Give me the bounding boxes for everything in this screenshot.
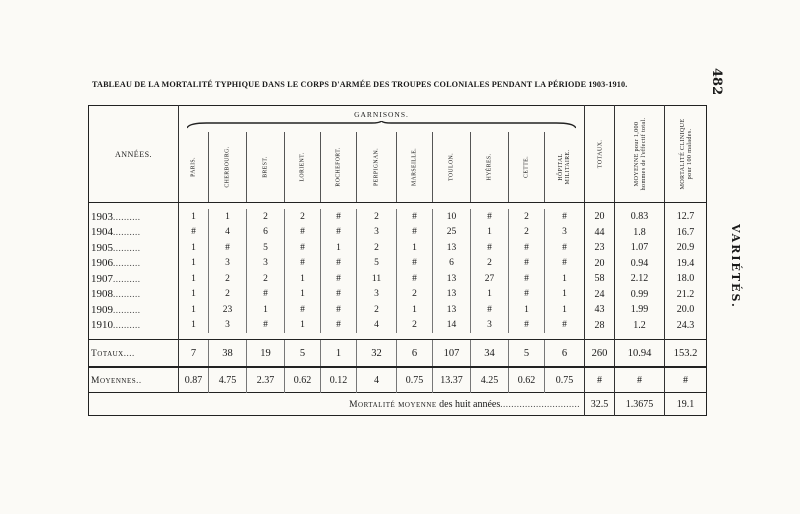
- total-cell: 24: [585, 287, 615, 303]
- mortality-table: [88, 105, 707, 416]
- garrison-cell: 23: [209, 302, 247, 318]
- garrison-cell: 4: [209, 225, 247, 241]
- totaux-cell: 6: [397, 340, 433, 368]
- garrison-cell: 2: [471, 256, 509, 272]
- moyenne-cell: 0.94: [615, 256, 665, 272]
- garrison-cell: #: [397, 256, 433, 272]
- clinique-cell: 20.9: [665, 240, 707, 256]
- table-row: [89, 287, 707, 303]
- table-title: TABLEAU DE LA MORTALITÉ TYPHIQUE DANS LE CORPS D'ARMÉE DES TROUPES COLONIALES PENDANT LA PÉRIODE 1903-1910.: [92, 80, 628, 89]
- garrison-cell: #: [545, 256, 585, 272]
- totaux-cell: 34: [471, 340, 509, 368]
- table-row: [89, 271, 707, 287]
- garrison-cell: #: [509, 287, 545, 303]
- garrison-cell: 13: [433, 287, 471, 303]
- totaux-label: Totaux....: [89, 340, 179, 368]
- table-row: [89, 302, 707, 318]
- garrison-cell: 1: [545, 287, 585, 303]
- total-cell: 44: [585, 225, 615, 241]
- running-head: VARIÉTÉS.: [729, 224, 742, 309]
- garrison-cell: 2: [357, 209, 397, 225]
- moyennes-total: #: [585, 367, 615, 393]
- totaux-cell: 19: [247, 340, 285, 368]
- garrison-cell: #: [471, 240, 509, 256]
- garrison-cell: 1: [179, 287, 209, 303]
- clinique-cell: 24.3: [665, 318, 707, 334]
- header-totaux: TOTAUX.: [585, 106, 615, 203]
- garrison-cell: 3: [545, 225, 585, 241]
- clinique-cell: 16.7: [665, 225, 707, 241]
- header-moyenne: MOYENNE pour 1,000 hommes de l'effectif total.: [615, 106, 665, 203]
- garrison-cell: #: [285, 225, 321, 241]
- garrison-cell: #: [209, 240, 247, 256]
- clinique-cell: 19.4: [665, 256, 707, 272]
- garrison-cell: 1: [471, 287, 509, 303]
- garrison-cell: #: [509, 256, 545, 272]
- garrison-cell: 1: [545, 271, 585, 287]
- garrison-cell: 13: [433, 271, 471, 287]
- garrison-cell: 1: [545, 302, 585, 318]
- garrison-cell: 6: [433, 256, 471, 272]
- garrison-cell: 2: [285, 209, 321, 225]
- header-years: ANNÉES.: [89, 106, 179, 203]
- header-garrison: BREST.: [247, 132, 285, 203]
- garrison-cell: 2: [357, 302, 397, 318]
- total-cell: 20: [585, 209, 615, 225]
- garrison-cell: #: [397, 271, 433, 287]
- header-garrison: PARIS.: [179, 132, 209, 203]
- moyennes-cell: 0.62: [509, 367, 545, 393]
- totaux-cell: 7: [179, 340, 209, 368]
- total-cell: 43: [585, 302, 615, 318]
- moyennes-cell: 4.25: [471, 367, 509, 393]
- totaux-cell: 6: [545, 340, 585, 368]
- garrison-cell: #: [321, 302, 357, 318]
- table-row: [89, 225, 707, 241]
- brace-icon: [187, 121, 576, 129]
- table-row: [89, 240, 707, 256]
- total-cell: 23: [585, 240, 615, 256]
- garrison-cell: 1: [179, 318, 209, 334]
- garrison-cell: 1: [179, 209, 209, 225]
- garrison-cell: #: [179, 225, 209, 241]
- totaux-cell: 38: [209, 340, 247, 368]
- garrison-cell: 5: [357, 256, 397, 272]
- clinique-cell: 21.2: [665, 287, 707, 303]
- table-row: [89, 256, 707, 272]
- garrison-cell: #: [471, 209, 509, 225]
- garrison-cell: 1: [471, 225, 509, 241]
- final-moyenne: 1.3675: [615, 393, 665, 416]
- year-cell: 1904..........: [89, 225, 179, 241]
- garrison-cell: 2: [209, 271, 247, 287]
- totaux-row: [89, 340, 707, 368]
- moyennes-cell: 4.75: [209, 367, 247, 393]
- totaux-total: 260: [585, 340, 615, 368]
- garrison-cell: #: [285, 240, 321, 256]
- total-cell: 58: [585, 271, 615, 287]
- garrison-cell: 2: [509, 209, 545, 225]
- garrison-cell: #: [321, 287, 357, 303]
- totaux-cell: 1: [321, 340, 357, 368]
- garrison-cell: 13: [433, 240, 471, 256]
- garrison-cell: #: [247, 318, 285, 334]
- totaux-cell: 32: [357, 340, 397, 368]
- totaux-cell: 5: [285, 340, 321, 368]
- year-cell: 1907..........: [89, 271, 179, 287]
- garrison-cell: 1: [179, 302, 209, 318]
- garrison-cell: 3: [357, 225, 397, 241]
- year-cell: 1903..........: [89, 209, 179, 225]
- totaux-cell: 5: [509, 340, 545, 368]
- garrison-cell: 1: [209, 209, 247, 225]
- table-row: [89, 318, 707, 334]
- header-garrison: CHERBOURG.: [209, 132, 247, 203]
- garrison-cell: 2: [397, 287, 433, 303]
- header-garrison: LORIENT.: [285, 132, 321, 203]
- garrison-cell: #: [397, 209, 433, 225]
- header-clinique: MORTALITÉ CLINIQUE pour 100 malades.: [665, 106, 707, 203]
- moyenne-cell: 1.99: [615, 302, 665, 318]
- garrison-cell: 2: [509, 225, 545, 241]
- moyenne-cell: 1.07: [615, 240, 665, 256]
- clinique-cell: 20.0: [665, 302, 707, 318]
- garrison-cell: 1: [285, 271, 321, 287]
- moyennes-clinique: #: [665, 367, 707, 393]
- clinique-cell: 18.0: [665, 271, 707, 287]
- moyennes-cell: 2.37: [247, 367, 285, 393]
- header-garnisons: [179, 106, 585, 133]
- garrison-cell: 10: [433, 209, 471, 225]
- garrison-cell: 3: [471, 318, 509, 334]
- moyenne-cell: 1.2: [615, 318, 665, 334]
- garrison-cell: 1: [285, 287, 321, 303]
- mortalite-moyenne-label: Mortalité moyenne des huit années.............................: [89, 393, 585, 416]
- total-cell: 28: [585, 318, 615, 334]
- garrison-cell: #: [545, 318, 585, 334]
- garrison-cell: #: [321, 318, 357, 334]
- moyennes-cell: 4: [357, 367, 397, 393]
- garrison-cell: #: [321, 271, 357, 287]
- garrison-cell: 1: [179, 240, 209, 256]
- garrison-cell: 2: [397, 318, 433, 334]
- year-cell: 1909..........: [89, 302, 179, 318]
- header-garrison: MARSEILLE.: [397, 132, 433, 203]
- garrison-cell: #: [321, 225, 357, 241]
- garrison-cell: 1: [397, 302, 433, 318]
- header-garrison: HÔPITAL MILITAIRE.: [545, 132, 585, 203]
- year-cell: 1908..........: [89, 287, 179, 303]
- moyennes-cell: 0.62: [285, 367, 321, 393]
- moyenne-cell: 1.8: [615, 225, 665, 241]
- moyennes-moyenne: #: [615, 367, 665, 393]
- moyennes-cell: 13.37: [433, 367, 471, 393]
- garrison-cell: 2: [247, 209, 285, 225]
- garrison-cell: #: [247, 287, 285, 303]
- garrison-cell: 3: [357, 287, 397, 303]
- moyennes-cell: 0.75: [397, 367, 433, 393]
- totaux-clinique: 153.2: [665, 340, 707, 368]
- garrison-cell: 13: [433, 302, 471, 318]
- header-garrison: TOULON.: [433, 132, 471, 203]
- header-garrison: ROCHEFORT.: [321, 132, 357, 203]
- moyenne-cell: 2.12: [615, 271, 665, 287]
- garrison-cell: #: [397, 225, 433, 241]
- year-cell: 1906..........: [89, 256, 179, 272]
- garrison-cell: 3: [247, 256, 285, 272]
- final-total: 32.5: [585, 393, 615, 416]
- garrison-cell: 4: [357, 318, 397, 334]
- garrison-cell: 1: [179, 271, 209, 287]
- garrison-cell: 1: [247, 302, 285, 318]
- moyennes-cell: 0.87: [179, 367, 209, 393]
- garrison-cell: 6: [247, 225, 285, 241]
- garrison-cell: 1: [179, 256, 209, 272]
- garrison-cell: #: [509, 240, 545, 256]
- garrison-cell: 2: [247, 271, 285, 287]
- moyenne-cell: 0.99: [615, 287, 665, 303]
- total-cell: 20: [585, 256, 615, 272]
- garrison-cell: 2: [209, 287, 247, 303]
- year-cell: 1905..........: [89, 240, 179, 256]
- garrison-cell: 5: [247, 240, 285, 256]
- garrison-cell: #: [321, 209, 357, 225]
- garrison-cell: 27: [471, 271, 509, 287]
- header-garrison: PERPIGNAN.: [357, 132, 397, 203]
- table-row: [89, 209, 707, 225]
- final-clinique: 19.1: [665, 393, 707, 416]
- moyennes-label: Moyennes..: [89, 367, 179, 393]
- garrison-cell: #: [509, 271, 545, 287]
- garrison-cell: #: [545, 240, 585, 256]
- garrison-cell: 1: [285, 318, 321, 334]
- garrison-cell: 1: [321, 240, 357, 256]
- header-garrison: HYÈRES.: [471, 132, 509, 203]
- garrison-cell: #: [471, 302, 509, 318]
- garrison-cell: #: [285, 302, 321, 318]
- moyennes-cell: 0.12: [321, 367, 357, 393]
- garrison-cell: #: [509, 318, 545, 334]
- page-number: 482: [709, 68, 724, 96]
- garrison-cell: #: [545, 209, 585, 225]
- garrison-cell: 1: [509, 302, 545, 318]
- totaux-moyenne: 10.94: [615, 340, 665, 368]
- year-cell: 1910..........: [89, 318, 179, 334]
- moyenne-cell: 0.83: [615, 209, 665, 225]
- garrison-cell: 3: [209, 256, 247, 272]
- garrison-cell: 2: [357, 240, 397, 256]
- header-garrison: CETTE.: [509, 132, 545, 203]
- garrison-cell: 1: [397, 240, 433, 256]
- table-footer: [89, 340, 707, 416]
- table-body: [89, 203, 707, 340]
- totaux-cell: 107: [433, 340, 471, 368]
- clinique-cell: 12.7: [665, 209, 707, 225]
- garrison-cell: 14: [433, 318, 471, 334]
- garrison-cell: 3: [209, 318, 247, 334]
- garrison-cell: #: [285, 256, 321, 272]
- moyennes-row: [89, 367, 707, 393]
- garnisons-label: GARNISONS.: [354, 109, 409, 119]
- mortalite-moyenne-row: [89, 393, 707, 416]
- moyennes-cell: 0.75: [545, 367, 585, 393]
- garrison-cell: 25: [433, 225, 471, 241]
- garrison-cell: #: [321, 256, 357, 272]
- garrison-cell: 11: [357, 271, 397, 287]
